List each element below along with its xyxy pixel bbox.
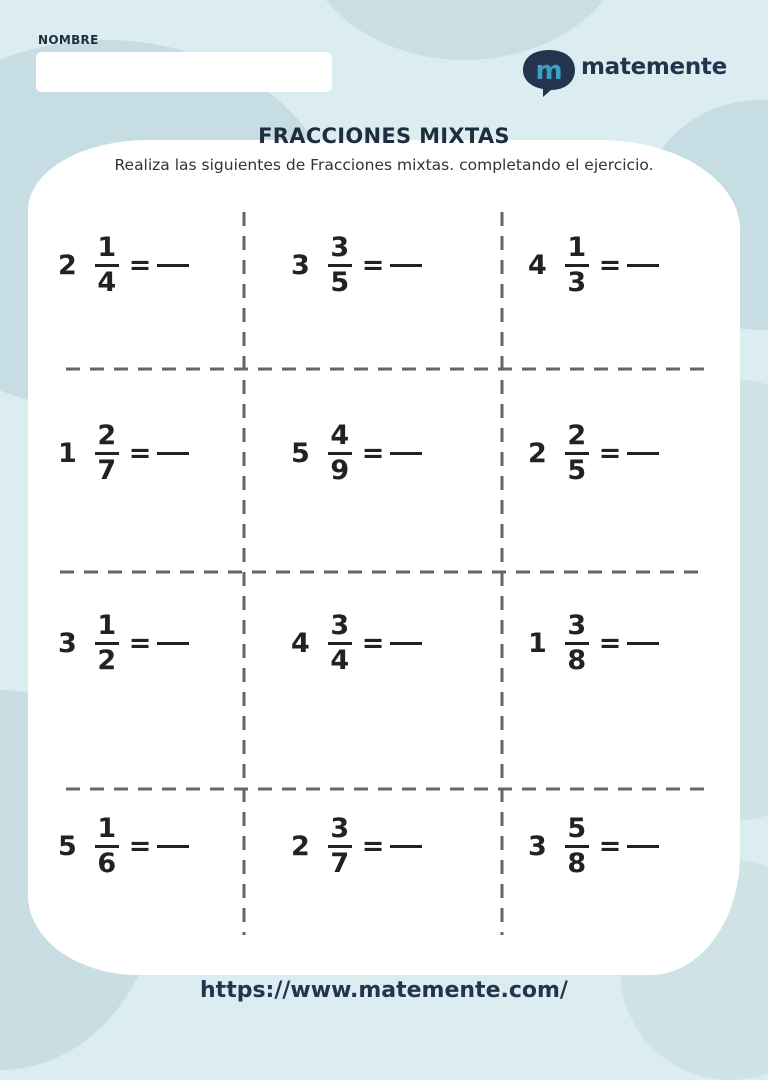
equals-sign: = xyxy=(128,437,152,469)
mixed-fraction-exercise xyxy=(58,225,189,305)
answer-blank[interactable] xyxy=(390,642,422,645)
equals-sign: = xyxy=(598,627,622,659)
numerator: 3 xyxy=(330,231,350,263)
answer-blank[interactable] xyxy=(627,642,659,645)
equals-sign: = xyxy=(361,830,385,862)
whole-number: 3 xyxy=(58,627,77,659)
denominator: 4 xyxy=(97,266,117,298)
equals-sign: = xyxy=(598,830,622,862)
whole-number: 2 xyxy=(291,830,310,862)
denominator: 8 xyxy=(567,847,587,879)
denominator: 5 xyxy=(330,266,350,298)
whole-number: 1 xyxy=(528,627,547,659)
numerator: 1 xyxy=(97,609,117,641)
whole-number: 2 xyxy=(528,437,547,469)
denominator: 5 xyxy=(567,454,587,486)
fraction xyxy=(328,814,352,879)
worksheet-title: FRACCIONES MIXTAS xyxy=(258,124,510,148)
equals-sign: = xyxy=(598,437,622,469)
whole-number: 4 xyxy=(528,249,547,281)
mixed-fraction-exercise xyxy=(58,413,189,493)
fraction xyxy=(565,814,589,879)
numerator: 3 xyxy=(330,609,350,641)
equals-sign: = xyxy=(128,249,152,281)
numerator: 1 xyxy=(97,812,117,844)
fraction xyxy=(565,421,589,486)
mixed-fraction-exercise xyxy=(528,413,659,493)
fraction xyxy=(328,611,352,676)
denominator: 8 xyxy=(567,644,587,676)
mixed-fraction-exercise xyxy=(58,806,189,886)
denominator: 9 xyxy=(330,454,350,486)
equals-sign: = xyxy=(361,627,385,659)
logo-letter: m xyxy=(535,56,563,86)
mixed-fraction-exercise xyxy=(291,413,422,493)
name-field[interactable] xyxy=(36,52,332,92)
logo-text: matemente xyxy=(581,54,727,80)
answer-blank[interactable] xyxy=(627,452,659,455)
name-label: NOMBRE xyxy=(38,33,99,47)
website-link[interactable]: https://www.matemente.com/ xyxy=(200,978,568,1003)
whole-number: 5 xyxy=(291,437,310,469)
fraction xyxy=(95,814,119,879)
mixed-fraction-exercise xyxy=(291,603,422,683)
answer-blank[interactable] xyxy=(157,642,189,645)
whole-number: 1 xyxy=(58,437,77,469)
denominator: 6 xyxy=(97,847,117,879)
whole-number: 3 xyxy=(291,249,310,281)
denominator: 4 xyxy=(330,644,350,676)
numerator: 1 xyxy=(97,231,117,263)
denominator: 7 xyxy=(97,454,117,486)
fraction xyxy=(328,233,352,298)
equals-sign: = xyxy=(598,249,622,281)
numerator: 4 xyxy=(330,419,350,451)
fraction xyxy=(95,233,119,298)
logo-bubble-icon xyxy=(521,48,577,98)
numerator: 1 xyxy=(567,231,587,263)
whole-number: 2 xyxy=(58,249,77,281)
numerator: 2 xyxy=(567,419,587,451)
answer-blank[interactable] xyxy=(627,264,659,267)
fraction xyxy=(565,233,589,298)
answer-blank[interactable] xyxy=(390,264,422,267)
answer-blank[interactable] xyxy=(390,452,422,455)
fraction xyxy=(565,611,589,676)
equals-sign: = xyxy=(361,437,385,469)
denominator: 2 xyxy=(97,644,117,676)
equals-sign: = xyxy=(128,627,152,659)
answer-blank[interactable] xyxy=(157,845,189,848)
whole-number: 5 xyxy=(58,830,77,862)
mixed-fraction-exercise xyxy=(528,806,659,886)
numerator: 2 xyxy=(97,419,117,451)
answer-blank[interactable] xyxy=(627,845,659,848)
matemente-logo[interactable] xyxy=(521,48,731,100)
denominator: 7 xyxy=(330,847,350,879)
worksheet-instructions: Realiza las siguientes de Fracciones mixtas. completando el ejercicio. xyxy=(114,156,654,174)
answer-blank[interactable] xyxy=(157,452,189,455)
fraction xyxy=(95,421,119,486)
mixed-fraction-exercise xyxy=(58,603,189,683)
mixed-fraction-exercise xyxy=(291,225,422,305)
numerator: 5 xyxy=(567,812,587,844)
equals-sign: = xyxy=(128,830,152,862)
fraction xyxy=(328,421,352,486)
answer-blank[interactable] xyxy=(390,845,422,848)
mixed-fraction-exercise xyxy=(528,225,659,305)
mixed-fraction-exercise xyxy=(291,806,422,886)
whole-number: 3 xyxy=(528,830,547,862)
equals-sign: = xyxy=(361,249,385,281)
answer-blank[interactable] xyxy=(157,264,189,267)
denominator: 3 xyxy=(567,266,587,298)
fraction xyxy=(95,611,119,676)
mixed-fraction-exercise xyxy=(528,603,659,683)
numerator: 3 xyxy=(567,609,587,641)
whole-number: 4 xyxy=(291,627,310,659)
numerator: 3 xyxy=(330,812,350,844)
